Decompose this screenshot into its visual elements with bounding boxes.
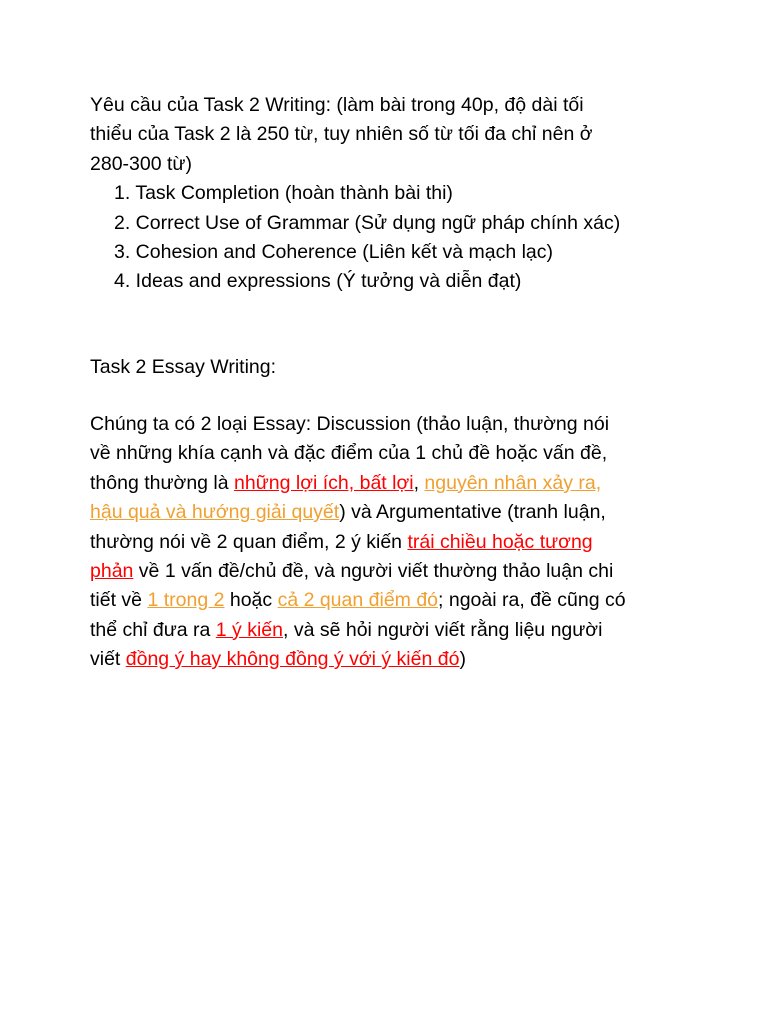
essay-line-7-or: hoặc [224,589,278,612]
highlight-both-views: cả 2 quan điểm đó [277,589,439,612]
essay-line-2-text: về những khía cạnh và đặc điểm của 1 chủ đề hoặc vấn đề, [90,442,608,465]
criteria-item-ideas: 4. Ideas and expressions (Ý tưởng và diễn đạt) [114,270,522,293]
essay-line-7 [90,586,690,615]
essay-line-1-text: Chúng ta có 2 loại Essay: Discussion (thảo luận, thường nói [90,413,610,435]
essay-line-7-end: ; ngoài ra, đề cũng có [438,589,626,612]
requirements-section [90,91,690,297]
highlight-one-opinion: 1 ý kiến [215,618,283,641]
essay-line-3-separator: , [413,471,425,494]
criteria-item-cohesion: 3. Cohesion and Coherence (Liên kết và mạch lạc) [114,240,553,263]
essay-line-1 [90,410,690,439]
highlight-agree-disagree: đồng ý hay không đồng ý với ý kiến đó [125,648,460,671]
requirements-intro-line-3: 280-300 từ) [90,152,192,175]
essay-line-9 [90,645,690,674]
essay-line-2 [90,439,690,468]
essay-line-4-text: ) và Argumentative (tranh luận, [339,501,606,524]
essay-line-9-end: ) [459,648,466,671]
essay-line-8 [90,616,690,645]
essay-line-3 [90,469,690,498]
requirements-intro-line-1: Yêu cầu của Task 2 Writing: (làm bài trong 40p, độ dài tối [90,94,584,116]
essay-line-5 [90,528,690,557]
essay-line-5-text: thường nói về 2 quan điểm, 2 ý kiến [90,530,408,553]
requirements-intro-line-2: thiểu của Task 2 là 250 từ, tuy nhiên số từ tối đa chỉ nên ở [90,123,593,146]
highlight-causes: nguyên nhân xảy ra, [424,471,602,494]
essay-heading: Task 2 Essay Writing: [90,356,277,378]
essay-line-6-text: về 1 vấn đề/chủ đề, và người viết thường thảo luận chi [133,559,614,582]
highlight-opposing-views-end: phản [90,559,134,582]
essay-line-7-text: tiết về [90,589,148,612]
essay-line-8-end: , và sẽ hỏi người viết rằng liệu người [283,618,603,641]
highlight-opposing-views: trái chiều hoặc tương [407,530,593,553]
essay-line-8-text: thể chỉ đưa ra [90,618,216,641]
criteria-item-grammar: 2. Correct Use of Grammar (Sử dụng ngữ pháp chính xác) [114,211,621,234]
highlight-one-of-two: 1 trong 2 [147,589,225,612]
criteria-item-task-completion: 1. Task Completion (hoàn thành bài thi) [114,182,453,205]
essay-line-3-text: thông thường là [90,471,235,494]
highlight-benefits-drawbacks: những lợi ích, bất lợi [234,471,414,494]
essay-heading-block [90,353,690,382]
essay-line-4 [90,498,690,527]
essay-line-9-text: viết [90,648,126,671]
essay-line-6 [90,557,690,586]
essay-paragraph [90,410,690,675]
highlight-consequences-solutions: hậu quả và hướng giải quyết [90,501,340,524]
